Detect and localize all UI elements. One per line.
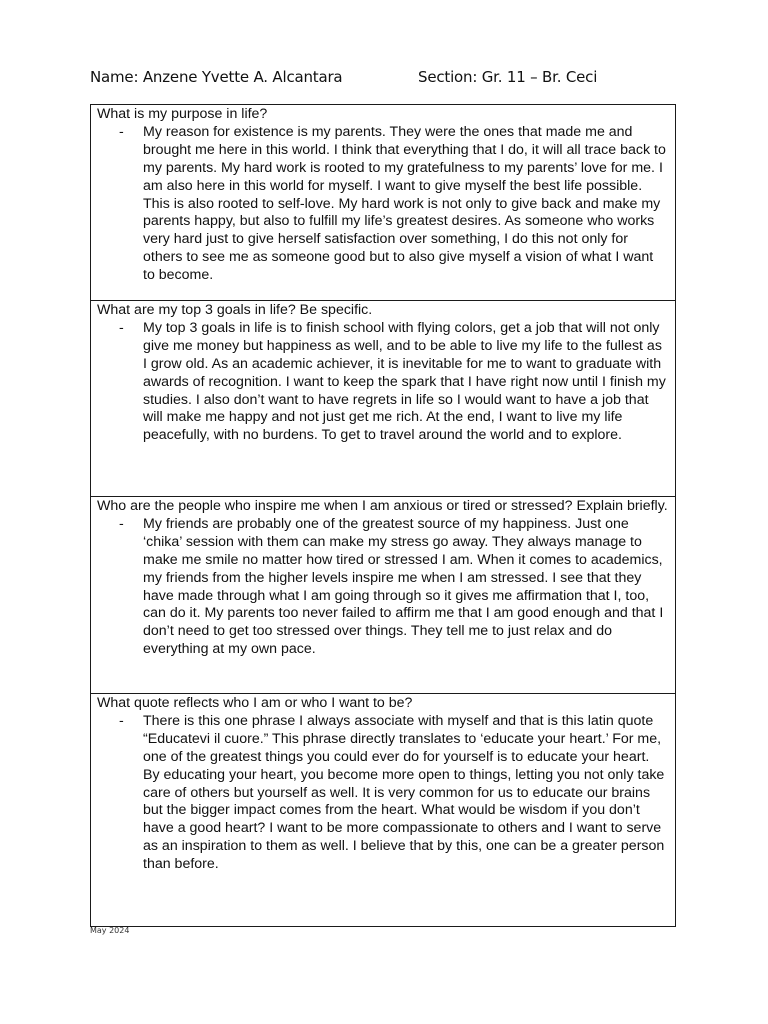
- footer-date: May 2024: [90, 926, 130, 935]
- question-purpose: What is my purpose in life?: [97, 106, 268, 122]
- student-section: Section: Gr. 11 – Br. Ceci: [418, 68, 598, 86]
- answer-goals: My top 3 goals in life is to finish school with flying colors, get a job that will not only give me money but happiness as well, and to be able to live my life to the fullest as I grow old. As an academic achiever, it is inevitable for me to want to graduate with awards of recognition. I want to keep the spark that I have right now until I finish my studies. I also don’t want to have regrets in life so I would want to have a job that will make me happy and not just get me rich. At the end, I want to live my life peacefully, with no burdens. To get to travel around the world and to explore.: [143, 319, 666, 444]
- answer-item-inspiration: [97, 516, 669, 659]
- answer-inspiration: My friends are probably one of the greatest source of my happiness. Just one ‘chika’ session with them can make my stress go away. They always manage to make me smile no matter how tired or stressed I am. When it comes to academics, my friends from the higher levels inspire me when I am stressed. I see that they have made through what I am going through so it gives me affirmation that I, too, can do it. My parents too never failed to affirm me that I am good enough and that I don’t need to get too stressed over things. They tell me to just relax and do everything at my own pace.: [143, 515, 664, 658]
- answer-quote: There is this one phrase I always associate with myself and that is this latin quote “Educatevi il cuore.” This phrase directly translates to ‘educate your heart.’ For me, one of the greatest things you could ever do for yourself is to educate your heart. By educating your heart, you become more open to things, letting you not only take care of others but yourself as well. It is very common for us to educate our brains but the bigger impact comes from the heart. What would be wisdom if you don’t have a good heart? I want to be more compassionate to others and I want to serve as an inspiration to them as well. I believe that by this, one can be a greater person than before.: [143, 712, 665, 873]
- question-quote: What quote reflects who I am or who I want to be?: [97, 695, 413, 711]
- answer-item-goals: [97, 320, 669, 445]
- answer-item-quote: [97, 713, 669, 874]
- question-goals: What are my top 3 goals in life? Be specific.: [97, 302, 373, 318]
- document-header: [90, 64, 680, 90]
- question-inspiration: Who are the people who inspire me when I am anxious or tired or stressed? Explain briefly.: [97, 498, 668, 514]
- dash-bullet: -: [119, 712, 124, 729]
- dash-bullet: -: [119, 515, 124, 532]
- reflection-cell-inspiration: [91, 497, 675, 694]
- answer-item-purpose: [97, 124, 669, 285]
- dash-bullet: -: [119, 123, 124, 140]
- reflection-table: [90, 104, 676, 927]
- dash-bullet: -: [119, 319, 124, 336]
- answer-purpose: My reason for existence is my parents. They were the ones that made me and brought me here in this world. I think that everything that I do, it will all trace back to my parents. My hard work is rooted to my gratefulness to my parents’ love for me. I am also here in this world for myself. I want to give myself the best life possible. This is also rooted to self-love. My hard work is not only to give back and make my parents happy, but also to fulfill my life’s greatest desires. As someone who works very hard just to give herself satisfaction over something, I do this not only for others to see me as someone good but to also give myself a vision of what I want to become.: [143, 123, 666, 284]
- reflection-cell-quote: [91, 694, 675, 926]
- student-name: Name: Anzene Yvette A. Alcantara: [90, 68, 343, 86]
- reflection-cell-purpose: [91, 105, 675, 301]
- reflection-cell-goals: [91, 301, 675, 497]
